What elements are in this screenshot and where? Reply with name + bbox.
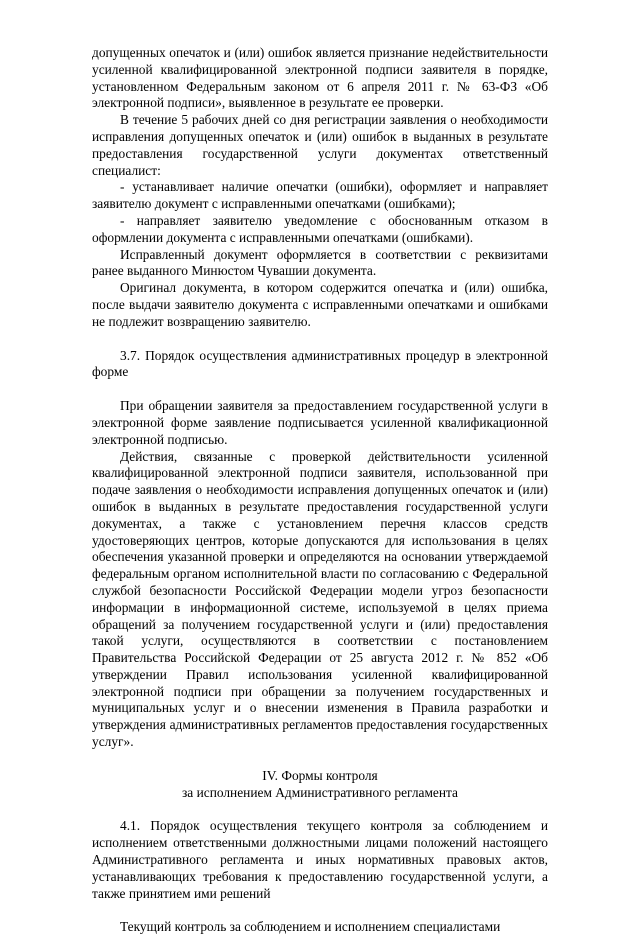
chapter-heading-line1: IV. Формы контроля: [262, 767, 378, 783]
list-item-refusal-notice: - направляет заявителю уведомление с обоснованным отказом в оформлении документа с исправленными опечатками (ошибками).: [92, 212, 548, 245]
document-page: [92, 45, 548, 936]
paragraph-signature-verification: Действия, связанные с проверкой действительности усиленной квалифицированной электронной подписи заявителя, использованной при подаче заявления о необходимости исправления допущенных опечаток и (или) ошибок в выданных в результате предоставления государственной услуги документах, а также с установлением перечня классов средств удостоверяющих центров, которые допускаются для использования в целях обеспечения указанной проверки и определяются на основании утверждаемой федеральным органом исполнительной власти по согласованию с Федеральной службой безопасности Российской Федерации модели угроз безопасности информации в информационной системе, используемой в целях приема обращений за получением государственной услуги и (или) предоставления такой услуги, осуществляются в соответствии с постановлением Правительства Российской Федерации от 25 августа 2012 г. № 852 «Об утверждении Правил использования усиленной квалифицированной электронной подписи при обращении за получением государственных и муниципальных услуг и о внесении изменения в Правила разработки и утверждения административных регламентов предоставления государственных услуг».: [92, 448, 548, 750]
paragraph-correction-deadline: В течение 5 рабочих дней со дня регистрации заявления о необходимости исправления допущенных опечаток и (или) ошибок в выданных в результате предоставления государственной услуги документах ответственный специалист:: [92, 112, 548, 178]
section-heading-3-7: 3.7. Порядок осуществления административных процедур в электронной форме: [92, 347, 548, 380]
paragraph-continuation: допущенных опечаток и (или) ошибок является признание недействительности усиленной квалифицированной электронной подписи заявителя в порядке, установленном Федеральным законом от 6 апреля 2011 г. № 63-ФЗ «Об электронной подписи», выявленное в результате ее проверки.: [92, 45, 548, 111]
chapter-heading-line2: за исполнением Административного регламента: [182, 784, 458, 800]
paragraph-original-document: Оригинал документа, в котором содержится опечатка и (или) ошибка, после выдачи заявителю документа с исправленными опечатками и ошибками не подлежит возвращению заявителю.: [92, 280, 548, 329]
paragraph-current-control: Текущий контроль за соблюдением и исполнением специалистами: [120, 919, 501, 935]
paragraph-corrected-document: Исправленный документ оформляется в соответствии с реквизитами ранее выданного Минюстом Чувашии документа.: [92, 246, 548, 279]
section-heading-4-1: 4.1. Порядок осуществления текущего контроля за соблюдением и исполнением ответственными должностными лицами положений настоящего Административного регламента и иных нормативных правовых актов, устанавливающих требования к предоставлению государственной услуги, а также принятием ими решений: [92, 818, 548, 901]
list-item-establish-typo: - устанавливает наличие опечатки (ошибки), оформляет и направляет заявителю документ с исправленными опечатками (ошибками);: [92, 179, 548, 212]
paragraph-electronic-signature: При обращении заявителя за предоставлением государственной услуги в электронной форме заявление подписывается усиленной квалификационной электронной подписью.: [92, 398, 548, 447]
